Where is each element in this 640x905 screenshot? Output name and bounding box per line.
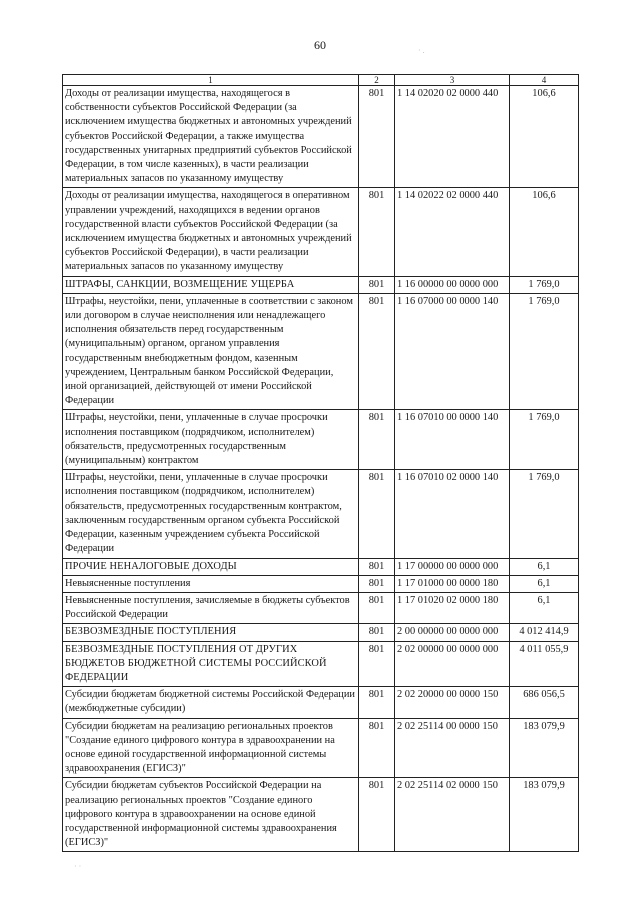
row-amount-cell: 6,1 — [510, 575, 579, 592]
table-row — [63, 86, 579, 188]
table-body — [63, 86, 579, 852]
row-amount-cell: 183 079,9 — [510, 778, 579, 852]
row-admin-code-cell: 801 — [359, 575, 395, 592]
row-admin-code-cell: 801 — [359, 778, 395, 852]
row-admin-code-cell: 801 — [359, 592, 395, 623]
row-amount-cell: 106,6 — [510, 188, 579, 276]
row-budget-code-cell: 1 16 07010 00 0000 140 — [395, 410, 510, 470]
table-row — [63, 410, 579, 470]
header-col-2: 2 — [359, 75, 395, 86]
row-budget-code-cell: 2 02 00000 00 0000 000 — [395, 641, 510, 687]
table-row — [63, 276, 579, 293]
row-budget-code-cell: 1 14 02022 02 0000 440 — [395, 188, 510, 276]
row-name-cell: БЕЗВОЗМЕЗДНЫЕ ПОСТУПЛЕНИЯ ОТ ДРУГИХ БЮДЖЕТОВ БЮДЖЕТНОЙ СИСТЕМЫ РОССИЙСКОЙ ФЕДЕРАЦИИ — [63, 641, 359, 687]
row-name-cell: Невыясненные поступления, зачисляемые в бюджеты субъектов Российской Федерации — [63, 592, 359, 623]
row-amount-cell: 1 769,0 — [510, 410, 579, 470]
row-budget-code-cell: 1 14 02020 02 0000 440 — [395, 86, 510, 188]
table-row — [63, 718, 579, 778]
row-amount-cell: 6,1 — [510, 558, 579, 575]
table-row — [63, 293, 579, 410]
page-number: 60 — [314, 38, 326, 52]
table-row — [63, 188, 579, 276]
header-col-1: 1 — [63, 75, 359, 86]
row-admin-code-cell: 801 — [359, 276, 395, 293]
table-row — [63, 641, 579, 687]
row-amount-cell: 1 769,0 — [510, 276, 579, 293]
row-amount-cell: 4 012 414,9 — [510, 624, 579, 641]
row-amount-cell: 686 056,5 — [510, 687, 579, 718]
scan-speck: · . — [418, 46, 425, 55]
scan-speck: · · — [74, 862, 82, 871]
table-row — [63, 687, 579, 718]
row-budget-code-cell: 2 00 00000 00 0000 000 — [395, 624, 510, 641]
row-budget-code-cell: 1 17 00000 00 0000 000 — [395, 558, 510, 575]
table-row — [63, 470, 579, 558]
header-col-3: 3 — [395, 75, 510, 86]
row-amount-cell: 4 011 055,9 — [510, 641, 579, 687]
row-amount-cell: 183 079,9 — [510, 718, 579, 778]
row-name-cell: Доходы от реализации имущества, находящегося в оперативном управлении учреждений, находящихся в ведении органов государственной власти субъектов Российской Федерации (за исключением имущества бюджетных и автономных учреждений субъектов Российской Федерации), в части реализации материальных запасов по указанному имуществу — [63, 188, 359, 276]
table-row — [63, 624, 579, 641]
row-name-cell: БЕЗВОЗМЕЗДНЫЕ ПОСТУПЛЕНИЯ — [63, 624, 359, 641]
row-admin-code-cell: 801 — [359, 410, 395, 470]
row-name-cell: Доходы от реализации имущества, находящегося в собственности субъектов Российской Федерации (за исключением имущества бюджетных и автономных учреждений субъектов Российской Федерации, а также имущества государственных унитарных предприятий субъектов Российской Федерации, в том числе казенных), в части реализации материальных запасов по указанному имуществу — [63, 86, 359, 188]
row-admin-code-cell: 801 — [359, 641, 395, 687]
header-col-4: 4 — [510, 75, 579, 86]
row-name-cell: Штрафы, неустойки, пени, уплаченные в соответствии с законом или договором в случае неисполнения или ненадлежащего исполнения обязательств перед государственным (муниципальным) органом, органом управления государственным внебюджетным фондом, казенным учреждением, Центральным банком Российской Федерации, иной организацией, действующей от имени Российской Федерации — [63, 293, 359, 410]
row-budget-code-cell: 2 02 25114 00 0000 150 — [395, 718, 510, 778]
row-admin-code-cell: 801 — [359, 718, 395, 778]
row-budget-code-cell: 2 02 25114 02 0000 150 — [395, 778, 510, 852]
row-budget-code-cell: 1 16 00000 00 0000 000 — [395, 276, 510, 293]
row-budget-code-cell: 1 17 01000 00 0000 180 — [395, 575, 510, 592]
row-name-cell: Субсидии бюджетам субъектов Российской Федерации на реализацию региональных проектов "Создание единого цифрового контура в здравоохранении на основе единой государственной информационной системы здравоохранения (ЕГИСЗ)" — [63, 778, 359, 852]
budget-revenue-table — [62, 74, 579, 852]
row-admin-code-cell: 801 — [359, 687, 395, 718]
row-budget-code-cell: 1 16 07010 02 0000 140 — [395, 470, 510, 558]
row-admin-code-cell: 801 — [359, 624, 395, 641]
row-admin-code-cell: 801 — [359, 470, 395, 558]
row-name-cell: Штрафы, неустойки, пени, уплаченные в случае просрочки исполнения поставщиком (подрядчиком, исполнителем) обязательств, предусмотренных государственным (муниципальным) контрактом — [63, 410, 359, 470]
table-row — [63, 592, 579, 623]
row-name-cell: Штрафы, неустойки, пени, уплаченные в случае просрочки исполнения поставщиком (подрядчиком, исполнителем) обязательств, предусмотренных государственным контрактом, заключенным государственным органом субъекта Российской Федерации, казенным учреждением субъекта Российской Федерации — [63, 470, 359, 558]
row-admin-code-cell: 801 — [359, 558, 395, 575]
table-row — [63, 778, 579, 852]
row-budget-code-cell: 2 02 20000 00 0000 150 — [395, 687, 510, 718]
row-budget-code-cell: 1 16 07000 00 0000 140 — [395, 293, 510, 410]
row-admin-code-cell: 801 — [359, 293, 395, 410]
table-header-row — [63, 75, 579, 86]
row-name-cell: Субсидии бюджетам бюджетной системы Российской Федерации (межбюджетные субсидии) — [63, 687, 359, 718]
row-name-cell: Невыясненные поступления — [63, 575, 359, 592]
table-row — [63, 575, 579, 592]
row-budget-code-cell: 1 17 01020 02 0000 180 — [395, 592, 510, 623]
row-name-cell: ПРОЧИЕ НЕНАЛОГОВЫЕ ДОХОДЫ — [63, 558, 359, 575]
row-name-cell: ШТРАФЫ, САНКЦИИ, ВОЗМЕЩЕНИЕ УЩЕРБА — [63, 276, 359, 293]
row-admin-code-cell: 801 — [359, 86, 395, 188]
table-row — [63, 558, 579, 575]
row-admin-code-cell: 801 — [359, 188, 395, 276]
row-amount-cell: 1 769,0 — [510, 293, 579, 410]
row-amount-cell: 6,1 — [510, 592, 579, 623]
row-amount-cell: 106,6 — [510, 86, 579, 188]
row-amount-cell: 1 769,0 — [510, 470, 579, 558]
row-name-cell: Субсидии бюджетам на реализацию региональных проектов "Создание единого цифрового контура в здравоохранении на основе единой государственной информационной системы здравоохранения (ЕГИСЗ)" — [63, 718, 359, 778]
